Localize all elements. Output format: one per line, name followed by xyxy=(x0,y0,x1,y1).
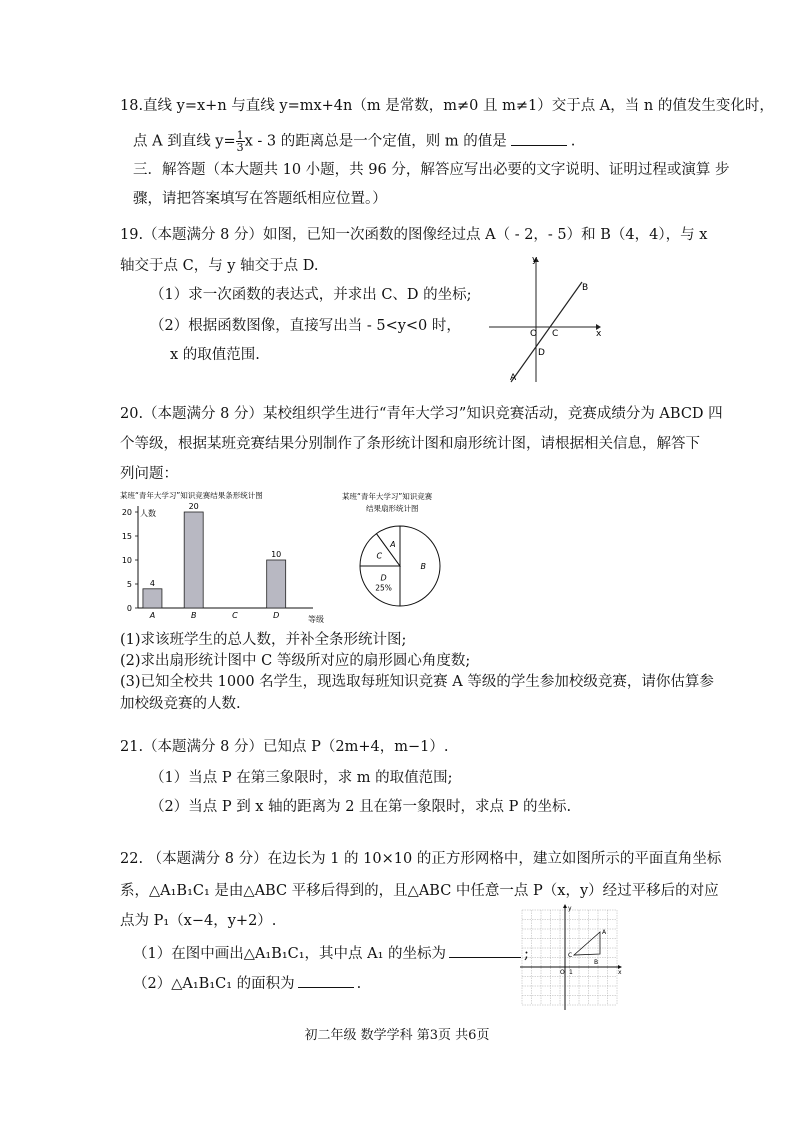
q22-line1: 22. （本题满分 8 分）在边长为 1 的 10×10 的正方形网格中，建立如图所示的平面直角坐标 xyxy=(120,851,722,867)
q22-item1-end: ; xyxy=(524,946,529,962)
bar-y-tick-label: 20 xyxy=(121,508,132,517)
q22-item1 xyxy=(133,943,529,964)
bar-y-tick-label: 0 xyxy=(126,604,132,613)
bar-y-tick-label: 5 xyxy=(126,580,132,589)
point-b-label: B xyxy=(582,283,589,293)
bar-chart-title: 某班“青年大学习”知识竞赛结果条形统计图 xyxy=(120,491,263,500)
grid-origin-label: O xyxy=(560,969,565,976)
q18-period: . xyxy=(570,133,576,150)
origin-label: O xyxy=(530,329,538,339)
q20-q1: (1)求该班学生的总人数，并补全条形统计图; xyxy=(120,632,407,648)
bar-B xyxy=(184,512,203,608)
bar-category-label-D: D xyxy=(273,611,280,620)
y-axis-label: y xyxy=(532,255,538,265)
q18-line2-post: x - 3 的距离总是一个定值，则 m 的值是 xyxy=(244,133,507,150)
bar-category-label-C: C xyxy=(232,611,238,620)
q20-line1: 20.（本题满分 8 分）某校组织学生进行“青年大学习”知识竞赛活动，竞赛成绩分为 ABCD 四 xyxy=(120,406,723,422)
q19-item1: （1）求一次函数的表达式，并求出 C、D 的坐标; xyxy=(150,287,472,303)
q22-line2: 系，△A₁B₁C₁ 是由△ABC 平移后得到的，且△ABC 中任意一点 P（x，y）经过平移后的对应 xyxy=(120,883,719,899)
grid-point-c: C xyxy=(568,952,573,959)
section3-line1: 三．解答题（本大题共 10 小题，共 96 分，解答应写出必要的文字说明、证明过程或演算 步 xyxy=(133,162,730,178)
bar-value-label-A: 4 xyxy=(149,578,155,588)
grid-point-a: A xyxy=(602,929,607,936)
q21-line1: 21.（本题满分 8 分）已知点 P（2m+4，m−1）. xyxy=(120,739,449,755)
bar-chart-xlabel: 等级 xyxy=(308,615,324,624)
point-a-label: A xyxy=(510,373,517,383)
q18-line1: 18.直线 y=x+n 与直线 y=mx+4n（m 是常数，m≠0 且 m≠1）交于点 A，当 n 的值发生变化时， xyxy=(120,98,774,114)
page-footer: 初二年级 数学学科 第3页 共6页 xyxy=(304,1028,490,1043)
q21-item1: （1）当点 P 在第三象限时，求 m 的取值范围; xyxy=(150,770,453,786)
pie-label-A: A xyxy=(390,539,396,549)
bar-D xyxy=(267,560,286,608)
triangle-abc xyxy=(574,932,600,955)
bar-chart xyxy=(118,488,338,628)
bar-category-label-A: A xyxy=(149,611,156,620)
q20-line2: 个等级，根据某班竞赛结果分别制作了条形统计图和扇形统计图，请根据相关信息，解答下 xyxy=(120,436,700,452)
grid-y-label: y xyxy=(568,905,572,912)
fraction xyxy=(236,130,245,153)
pie-label-C: C xyxy=(376,551,383,561)
pie-label-B: B xyxy=(420,562,426,571)
point-d-label: D xyxy=(538,348,545,358)
grid-x-label: x xyxy=(618,969,622,976)
bar-A xyxy=(143,589,162,608)
q20-line3: 列问题： xyxy=(120,466,178,482)
q20-q3b: 加校级竞赛的人数. xyxy=(120,696,241,712)
bar-value-label-D: 10 xyxy=(271,550,282,559)
q22-line3: 点为 P₁（x−4，y+2）. xyxy=(120,913,277,929)
q18-line2 xyxy=(133,130,575,153)
pie-title-line1: 某班“青年大学习”知识竞赛 xyxy=(342,492,433,501)
bar-category-label-B: B xyxy=(190,611,197,620)
q21-item2: （2）当点 P 到 x 轴的距离为 2 且在第一象限时，求点 P 的坐标. xyxy=(150,799,572,815)
q19-item2: （2）根据函数图像，直接写出当 - 5<y<0 时， xyxy=(150,318,461,334)
area-blank[interactable] xyxy=(298,973,354,988)
frac-den: 3 xyxy=(236,141,244,154)
pie-title-line2: 结果扇形统计图 xyxy=(366,504,419,513)
grid-y-arrow-icon xyxy=(563,904,567,908)
q22-item2 xyxy=(133,973,361,994)
point-c-label: C xyxy=(552,329,559,339)
pie-chart xyxy=(338,488,488,618)
q20-q3a: (3)已知全校共 1000 名学生，现选取每班知识竞赛 A 等级的学生参加校级竞赛，请你估算参 xyxy=(120,674,714,690)
bar-y-tick-label: 10 xyxy=(121,556,132,565)
pie-percent-D: 25% xyxy=(375,583,392,593)
q22-item2-text: （2）△A₁B₁C₁ 的面积为 xyxy=(133,976,295,992)
q22-item1-text: （1）在图中画出△A₁B₁C₁，其中点 A₁ 的坐标为 xyxy=(133,946,447,962)
q19-line1: 19.（本题满分 8 分）如图，已知一次函数的图像经过点 A（ - 2，- 5）和 B（4，4），与 x xyxy=(120,227,708,243)
q19-function-graph xyxy=(484,254,604,384)
grid-unit-label: 1 xyxy=(569,969,573,976)
q19-item2b: x 的取值范围. xyxy=(170,347,260,363)
grid-point-b: B xyxy=(594,959,599,966)
q22-coordinate-grid xyxy=(518,904,626,1012)
q19-line2: 轴交于点 C，与 y 轴交于点 D. xyxy=(120,258,319,274)
a1-coordinate-blank[interactable] xyxy=(449,943,521,958)
q18-line2-pre: 点 A 到直线 y= xyxy=(133,133,236,150)
bar-chart-ylabel: 人数 xyxy=(140,509,156,518)
bar-value-label-B: 20 xyxy=(188,502,199,511)
bar-y-tick-label: 15 xyxy=(121,532,132,541)
q22-item2-end: . xyxy=(356,976,362,992)
frac-num: 1 xyxy=(236,129,244,142)
answer-blank[interactable] xyxy=(511,131,567,146)
q20-q2: (2)求出扇形统计图中 C 等级所对应的扇形圆心角度数; xyxy=(120,653,471,669)
pie-label-D: D xyxy=(380,573,387,583)
section3-line2: 骤，请把答案填写在答题纸相应位置。） xyxy=(133,191,387,207)
x-axis-label: x xyxy=(596,329,602,339)
function-line xyxy=(511,282,582,382)
